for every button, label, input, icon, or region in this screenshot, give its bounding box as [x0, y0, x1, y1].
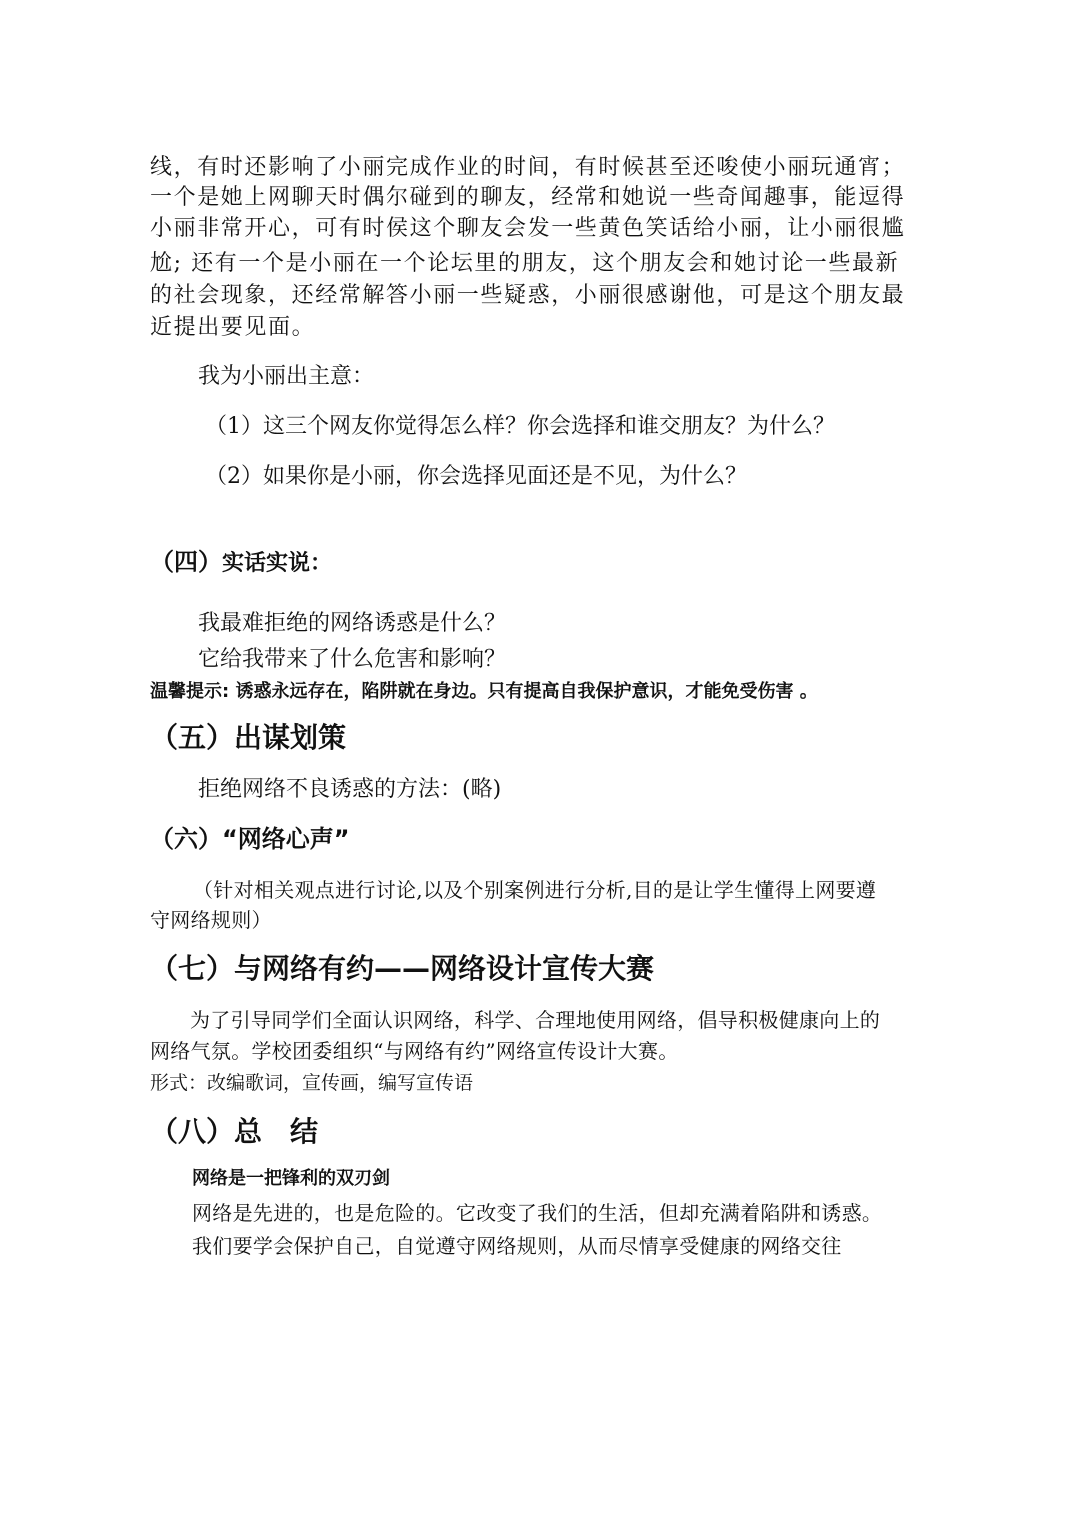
section-8-line-1: 网络是先进的，也是危险的。它改变了我们的生活，但却充满着陷阱和诱惑。 — [192, 1201, 883, 1225]
story-line-2: 一个是她上网聊天时偶尔碰到的聊友，经常和她说一些奇闻趣事，能逗得 — [150, 185, 906, 210]
section-5-text: 拒绝网络不良诱惑的方法：(略) — [198, 777, 502, 802]
section-7-line-2: 网络气氛。学校团委组织“与网络有约”网络宣传设计大赛。 — [150, 1039, 679, 1063]
advice-prompt: 我为小丽出主意： — [198, 364, 375, 389]
section-4-question-1: 我最难拒绝的网络诱惑是什么？ — [198, 611, 507, 636]
section-4-question-2: 它给我带来了什么危害和影响？ — [198, 647, 507, 672]
story-line-6: 近提出要见面。 — [150, 315, 316, 340]
section-6-heading: （六）“网络心声” — [150, 825, 350, 853]
section-5-heading: （五）出谋划策 — [150, 721, 347, 754]
section-8-line-2: 我们要学会保护自己，自觉遵守网络规则，从而尽情享受健康的网络交往 — [192, 1234, 842, 1258]
section-4-heading — [150, 550, 332, 575]
story-line-5: 的社会现象，还经常解答小丽一些疑惑，小丽很感谢他，可是这个朋友最 — [150, 283, 906, 308]
section-8-heading: （八）总 结 — [150, 1115, 319, 1148]
story-line-3: 小丽非常开心，可有时侯这个聊友会发一些黄色笑话给小丽，让小丽很尴 — [150, 216, 906, 241]
question-1: （1）这三个网友你觉得怎么样？你会选择和谁交朋友？为什么？ — [205, 414, 835, 439]
section-7-form: 形式：改编歌词，宣传画，编写宣传语 — [150, 1072, 474, 1094]
question-2: （2）如果你是小丽，你会选择见面还是不见，为什么？ — [205, 464, 747, 489]
section-7-heading: （七）与网络有约——网络设计宣传大赛 — [150, 952, 655, 985]
section-6-line-1: （针对相关观点进行讨论,以及个别案例进行分析,目的是让学生懂得上网要遵 — [193, 878, 877, 902]
section-4-number: （四） — [150, 548, 222, 576]
section-7-line-1: 为了引导同学们全面认识网络，科学、合理地使用网络，倡导积极健康向上的 — [190, 1008, 881, 1032]
section-4-title: 实话实说： — [222, 551, 333, 576]
section-8-subtitle: 网络是一把锋利的双刃剑 — [192, 1168, 390, 1189]
section-6-line-2: 守网络规则） — [150, 908, 272, 932]
warm-tip: 温馨提示: 诱惑永远存在，陷阱就在身边。只有提高自我保护意识，才能免受伤害 。 — [150, 681, 818, 702]
story-line-4: 尬; 还有一个是小丽在一个论坛里的朋友，这个朋友会和她讨论一些最新 — [150, 251, 900, 276]
story-line-1: 线，有时还影响了小丽完成作业的时间，有时候甚至还唆使小丽玩通宵； — [150, 155, 906, 180]
